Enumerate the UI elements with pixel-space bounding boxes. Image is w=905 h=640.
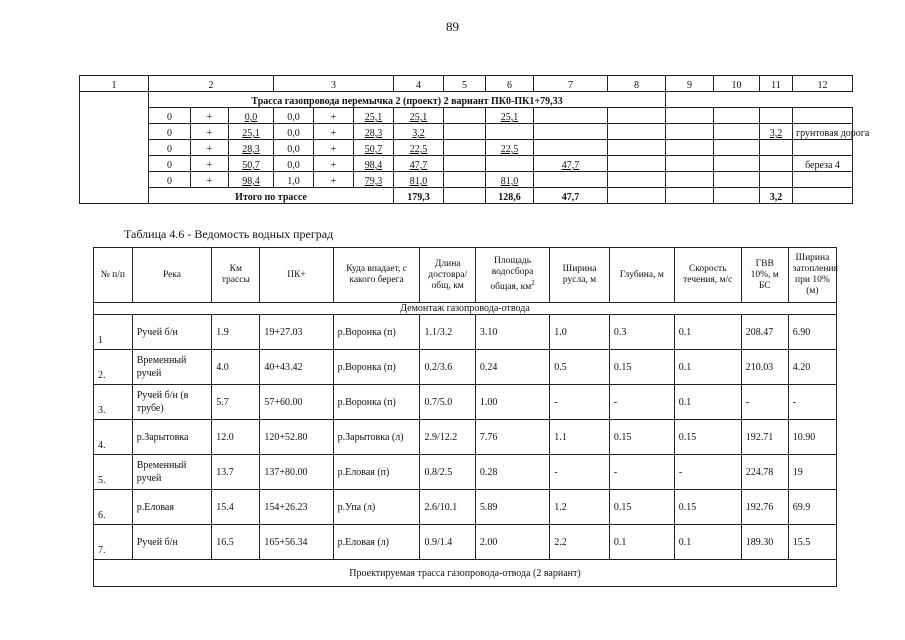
total-cell bbox=[714, 188, 760, 204]
table-caption: Таблица 4.6 - Ведомость водных преград bbox=[124, 227, 334, 241]
table-cell bbox=[760, 172, 793, 188]
table-cell: + bbox=[314, 108, 354, 124]
header-cell: 7 bbox=[534, 76, 608, 92]
table-cell: 0,0 bbox=[274, 140, 314, 156]
table-cell: 81,0 bbox=[394, 172, 444, 188]
table-cell: + bbox=[314, 140, 354, 156]
table-cell: 50,7 bbox=[354, 140, 394, 156]
table-cell: 165+56.34 bbox=[260, 525, 333, 560]
table-cell bbox=[608, 124, 666, 140]
table-cell: 22,5 bbox=[394, 140, 444, 156]
table-cell bbox=[486, 124, 534, 140]
table-cell: 2.6/10.1 bbox=[420, 490, 475, 525]
table-cell: р.Воронка (п) bbox=[333, 350, 420, 385]
table-cell bbox=[666, 156, 714, 172]
table-cell: 0,0 bbox=[274, 108, 314, 124]
table-cell: 208.47 bbox=[741, 315, 788, 350]
table-cell: 25,1 bbox=[394, 108, 444, 124]
table-cell: 79,3 bbox=[354, 172, 394, 188]
header-cell: ПК+ bbox=[260, 248, 333, 303]
section-row bbox=[80, 92, 853, 108]
table-cell: 98,4 bbox=[229, 172, 274, 188]
table-cell: 0.15 bbox=[674, 490, 741, 525]
table-cell bbox=[714, 108, 760, 124]
table-cell: 0.8/2.5 bbox=[420, 455, 475, 490]
table-cell: 0.15 bbox=[609, 420, 674, 455]
table-cell: 1.2 bbox=[550, 490, 610, 525]
table-cell: 192.71 bbox=[741, 420, 788, 455]
total-cell bbox=[666, 188, 714, 204]
table-cell bbox=[444, 108, 486, 124]
header-cell: 9 bbox=[666, 76, 714, 92]
header-cell: 4 bbox=[394, 76, 444, 92]
table-cell: 0.3 bbox=[609, 315, 674, 350]
table-cell: 3. bbox=[94, 385, 133, 420]
table-cell: 0 bbox=[149, 108, 191, 124]
table-cell: 4. bbox=[94, 420, 133, 455]
water-obstacles-table bbox=[93, 247, 837, 587]
table-cell: 47,7 bbox=[534, 156, 608, 172]
table-cell: 7.76 bbox=[475, 420, 549, 455]
table-cell: 57+60.00 bbox=[260, 385, 333, 420]
table-cell: грунтовая дорога bbox=[793, 124, 853, 140]
table-cell: Ручей б/н (в трубе) bbox=[132, 385, 212, 420]
table-row bbox=[94, 350, 837, 385]
table-cell: 69.9 bbox=[788, 490, 836, 525]
table-cell bbox=[444, 124, 486, 140]
table-cell bbox=[714, 172, 760, 188]
table-cell: р.Еловая bbox=[132, 490, 212, 525]
table-row bbox=[80, 172, 853, 188]
table-cell: р.Еловая (л) bbox=[333, 525, 420, 560]
table-cell bbox=[714, 124, 760, 140]
total-cell: 128,6 bbox=[486, 188, 534, 204]
table-row bbox=[80, 108, 853, 124]
table-cell: 224.78 bbox=[741, 455, 788, 490]
table-row bbox=[94, 420, 837, 455]
table-cell: + bbox=[314, 124, 354, 140]
header-cell: Ширина русла, м bbox=[550, 248, 610, 303]
header-cell: № п/п bbox=[94, 248, 133, 303]
route-table bbox=[79, 75, 870, 204]
header-cell: Площадь водосбора общая, $км^2$ bbox=[475, 248, 549, 303]
table-cell: 10.90 bbox=[788, 420, 836, 455]
table-cell: 0.15 bbox=[609, 350, 674, 385]
total-row bbox=[80, 188, 853, 204]
table-row bbox=[94, 315, 837, 350]
table-cell bbox=[793, 108, 853, 124]
table-cell: 0.9/1.4 bbox=[420, 525, 475, 560]
table-cell: 28,3 bbox=[229, 140, 274, 156]
table-cell: 40+43.42 bbox=[260, 350, 333, 385]
total-cell: 47,7 bbox=[534, 188, 608, 204]
header-cell: 8 bbox=[608, 76, 666, 92]
table-cell: Временный ручей bbox=[132, 455, 212, 490]
table-cell: 2.00 bbox=[475, 525, 549, 560]
table-cell: 15.5 bbox=[788, 525, 836, 560]
table-cell bbox=[760, 108, 793, 124]
table-cell bbox=[608, 108, 666, 124]
table-cell: 5. bbox=[94, 455, 133, 490]
header-cell: Скорость течения, м/с bbox=[674, 248, 741, 303]
table-cell: р.Зарытовка (л) bbox=[333, 420, 420, 455]
table-row bbox=[94, 385, 837, 420]
table-cell: 0,0 bbox=[274, 156, 314, 172]
table-cell: 3.10 bbox=[475, 315, 549, 350]
table-cell: 98,4 bbox=[354, 156, 394, 172]
header-cell: 5 bbox=[444, 76, 486, 92]
table-cell: 7. bbox=[94, 525, 133, 560]
table-row bbox=[80, 124, 853, 140]
table-cell: - bbox=[609, 385, 674, 420]
table-cell: 16.5 bbox=[212, 525, 260, 560]
header-cell: 10 bbox=[714, 76, 760, 92]
table-cell: + bbox=[191, 156, 229, 172]
table-cell: 4.20 bbox=[788, 350, 836, 385]
table-cell: р.Зарытовка bbox=[132, 420, 212, 455]
table-cell: 15.4 bbox=[212, 490, 260, 525]
table-cell: 0 bbox=[149, 124, 191, 140]
table-cell bbox=[534, 124, 608, 140]
table-cell: береза 4 bbox=[793, 156, 853, 172]
table-cell: 13.7 bbox=[212, 455, 260, 490]
table-cell bbox=[534, 140, 608, 156]
header-cell: Куда впадает, с какого берега bbox=[333, 248, 420, 303]
table-cell bbox=[666, 140, 714, 156]
table-cell: 120+52.80 bbox=[260, 420, 333, 455]
table-cell: 154+26.23 bbox=[260, 490, 333, 525]
table-cell bbox=[608, 172, 666, 188]
table-cell: 25,1 bbox=[354, 108, 394, 124]
table-cell bbox=[608, 156, 666, 172]
table-cell: 0.1 bbox=[674, 525, 741, 560]
table-cell bbox=[714, 140, 760, 156]
table-cell: 192.76 bbox=[741, 490, 788, 525]
table-cell: 0.1 bbox=[674, 350, 741, 385]
table-cell: - bbox=[741, 385, 788, 420]
table-cell bbox=[666, 108, 714, 124]
table-cell: 0 bbox=[149, 172, 191, 188]
table-cell: - bbox=[674, 455, 741, 490]
table-cell: 0.1 bbox=[674, 385, 741, 420]
table-cell: 0.1 bbox=[674, 315, 741, 350]
header-row bbox=[80, 76, 853, 92]
table-cell: 1.1/3.2 bbox=[420, 315, 475, 350]
footer-title: Проектируемая трасса газопровода-отвода (2 вариант) bbox=[94, 560, 837, 587]
blank-cell bbox=[80, 92, 149, 204]
table-cell: 0.24 bbox=[475, 350, 549, 385]
table-cell: 1,0 bbox=[274, 172, 314, 188]
table-cell: 137+80.00 bbox=[260, 455, 333, 490]
table-cell: 28,3 bbox=[354, 124, 394, 140]
table-cell: + bbox=[191, 108, 229, 124]
header-row bbox=[94, 248, 837, 303]
table-cell: 0.15 bbox=[609, 490, 674, 525]
table-cell: 47,7 bbox=[394, 156, 444, 172]
table-cell: 0.2/3.6 bbox=[420, 350, 475, 385]
table-cell: р.Еловая (п) bbox=[333, 455, 420, 490]
table-cell bbox=[793, 172, 853, 188]
table-cell bbox=[444, 140, 486, 156]
table-cell: 3,2 bbox=[760, 124, 793, 140]
table-cell: 3,2 bbox=[394, 124, 444, 140]
table-cell: 0,0 bbox=[274, 124, 314, 140]
footer-row bbox=[94, 560, 837, 587]
table-cell bbox=[760, 156, 793, 172]
table-cell: 50,7 bbox=[229, 156, 274, 172]
header-cell: ГВВ 10%, м БС bbox=[741, 248, 788, 303]
header-cell: 11 bbox=[760, 76, 793, 92]
table-row bbox=[94, 525, 837, 560]
header-cell: 2 bbox=[149, 76, 274, 92]
table-cell: 5.7 bbox=[212, 385, 260, 420]
section-title: Демонтаж газопровода-отвода bbox=[94, 303, 837, 315]
table-row bbox=[80, 156, 853, 172]
table-cell: 210.03 bbox=[741, 350, 788, 385]
table-cell: 6. bbox=[94, 490, 133, 525]
total-cell: 3,2 bbox=[760, 188, 793, 204]
table-cell: 6.90 bbox=[788, 315, 836, 350]
table-cell: + bbox=[314, 156, 354, 172]
section-row bbox=[94, 303, 837, 315]
table-cell: 25,1 bbox=[229, 124, 274, 140]
table-cell: р.Упа (л) bbox=[333, 490, 420, 525]
header-cell: 3 bbox=[274, 76, 394, 92]
table-cell: 0.5 bbox=[550, 350, 610, 385]
table-cell bbox=[666, 172, 714, 188]
table-cell bbox=[534, 108, 608, 124]
table-cell bbox=[444, 156, 486, 172]
table-cell: 0 bbox=[149, 140, 191, 156]
table-cell bbox=[714, 156, 760, 172]
table-cell bbox=[666, 124, 714, 140]
table-cell: + bbox=[191, 140, 229, 156]
table-cell: р.Воронка (п) bbox=[333, 385, 420, 420]
table-cell bbox=[608, 140, 666, 156]
header-cell: Ширина затопления при 10% (м) bbox=[788, 248, 836, 303]
table-cell: 5.89 bbox=[475, 490, 549, 525]
table-cell: 0 bbox=[149, 156, 191, 172]
total-cell bbox=[608, 188, 666, 204]
table-cell: + bbox=[191, 172, 229, 188]
table-cell: 1.9 bbox=[212, 315, 260, 350]
table-cell: 1 bbox=[94, 315, 133, 350]
header-cell: Длина достовра/ общ, км bbox=[420, 248, 475, 303]
table-cell: 1.00 bbox=[475, 385, 549, 420]
table-cell: - bbox=[550, 455, 610, 490]
header-cell: Км трассы bbox=[212, 248, 260, 303]
total-label: Итого по трассе bbox=[149, 188, 394, 204]
table-cell: 0.15 bbox=[674, 420, 741, 455]
table-cell: р.Воронка (п) bbox=[333, 315, 420, 350]
table-cell: Временный ручей bbox=[132, 350, 212, 385]
table-row bbox=[94, 455, 837, 490]
area-unit-superscript: 2 bbox=[531, 279, 535, 288]
table-cell: 25,1 bbox=[486, 108, 534, 124]
table-cell: 81,0 bbox=[486, 172, 534, 188]
table-cell: 2.2 bbox=[550, 525, 610, 560]
section-title: Трасса газопровода перемычка 2 (проект) 2 вариант ПК0-ПК1+79,33 bbox=[149, 92, 666, 108]
table-cell: 2.9/12.2 bbox=[420, 420, 475, 455]
table-cell bbox=[760, 140, 793, 156]
table-cell: + bbox=[191, 124, 229, 140]
header-cell: Река bbox=[132, 248, 212, 303]
table-row bbox=[80, 140, 853, 156]
table-cell: 1.0 bbox=[550, 315, 610, 350]
total-cell bbox=[444, 188, 486, 204]
table-cell: 12.0 bbox=[212, 420, 260, 455]
table-cell: 4.0 bbox=[212, 350, 260, 385]
table-cell: + bbox=[314, 172, 354, 188]
table-cell: - bbox=[788, 385, 836, 420]
table-cell: Ручей б/н bbox=[132, 525, 212, 560]
table-cell: - bbox=[550, 385, 610, 420]
table-cell bbox=[486, 156, 534, 172]
table-cell: 22,5 bbox=[486, 140, 534, 156]
header-cell: 12 bbox=[793, 76, 853, 92]
table-cell bbox=[444, 172, 486, 188]
table-row bbox=[94, 490, 837, 525]
header-cell: 6 bbox=[486, 76, 534, 92]
table-cell: 19+27.03 bbox=[260, 315, 333, 350]
header-cell: Глубина, м bbox=[609, 248, 674, 303]
table-cell: 0,0 bbox=[229, 108, 274, 124]
table-cell: 0.1 bbox=[609, 525, 674, 560]
table-cell: 2. bbox=[94, 350, 133, 385]
table-cell: 0.28 bbox=[475, 455, 549, 490]
table-cell: 0.7/5.0 bbox=[420, 385, 475, 420]
total-cell: 179,3 bbox=[394, 188, 444, 204]
page-number: 89 bbox=[446, 19, 459, 34]
table-cell bbox=[534, 172, 608, 188]
table-cell: - bbox=[609, 455, 674, 490]
total-cell bbox=[793, 188, 853, 204]
table-cell: Ручей б/н bbox=[132, 315, 212, 350]
table-cell: 19 bbox=[788, 455, 836, 490]
table-cell: 1.1 bbox=[550, 420, 610, 455]
table-cell bbox=[793, 140, 853, 156]
table-cell: 189.30 bbox=[741, 525, 788, 560]
header-cell: 1 bbox=[80, 76, 149, 92]
